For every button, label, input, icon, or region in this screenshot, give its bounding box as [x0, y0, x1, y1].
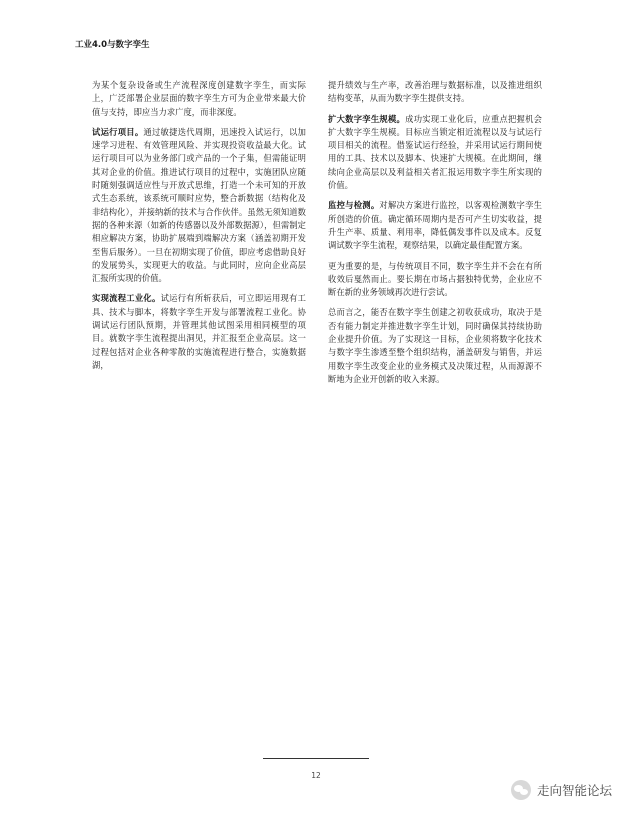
paragraph-lead: 监控与检测。: [328, 200, 380, 211]
paragraph: 为某个复杂设备或生产流程深度创建数字孪生，而实际上，广泛部署企业层面的数字孪生方可为企业带来最大价值与支持，即应当力求广度，而非深度。: [92, 80, 306, 117]
footer-divider: [263, 758, 369, 759]
left-column: [92, 79, 306, 379]
page-number: 12: [311, 771, 321, 780]
paragraph: 总而言之，能否在数字孪生创建之初收获成功，取决于是否有能力制定并推进数字孪生计划，同时确保其持续协助企业提升价值。为了实现这一目标，企业须将数字化技术与数字孪生渗透至整个组织结构，涵盖研发与销售，并运用数字孪生改变企业的业务模式及决策过程，从而源源不断地为企业开创新的收入来源。: [328, 307, 542, 384]
watermark: [511, 780, 612, 800]
paragraph-body: 成功实现工业化后，应重点把握机会扩大数字孪生规模。目标应当锁定相近流程以及与试运行项目相关的流程。借鉴试运行经验，并采用试运行期间使用的工具、技术以及脚本、快速扩大规模。在此期间，继续向企业高层以及利益相关者汇报运用数字孪生所实现的价值。: [328, 113, 543, 191]
wechat-icon: [511, 780, 531, 800]
paragraph-lead: 试运行项目。: [92, 126, 144, 137]
paragraph: [92, 126, 306, 286]
paragraph-lead: 扩大数字孪生规模。: [328, 113, 406, 124]
right-column: [328, 79, 542, 393]
paragraph: 提升绩效与生产率，改善治理与数据标准，以及推进组织结构变革，从而为数字孪生提供支持。: [328, 80, 542, 104]
paragraph-body: 试运行有所斩获后，可立即运用现有工具、技术与脚本，将数字孪生开发与部署流程工业化。协调试运行团队预期，并管理其他试图采用相同模型的项目。就数字孪生流程提出洞见，并汇报至企业高层。这一过程包括对企业各种零散的实施流程进行整合，实施数据湖，: [92, 293, 306, 370]
paragraph: [92, 292, 306, 372]
page-header-title: 工业4.0与数字孪生: [75, 40, 150, 50]
paragraph: [328, 113, 542, 193]
paragraph-body: 对解决方案进行监控，以客观检测数字孪生所创造的价值。确定循环周期内是否可产生切实收益，提升生产率、质量、利用率，降低偶发事件以及成本。反复调试数字孪生流程，观察结果，以确定最佳配置方案。: [328, 200, 542, 251]
paragraph: 更为重要的是，与传统项目不同，数字孪生并不会在有所收效后戛然而止。要长期在市场占据独特优势，企业应不断在新的业务领域再次进行尝试。: [328, 260, 542, 298]
watermark-text: 走向智能论坛: [536, 783, 612, 798]
paragraph-lead: 实现流程工业化。: [92, 293, 161, 304]
paragraph-body: 通过敏捷迭代周期，迅速投入试运行，以加速学习进程、有效管理风险、并实现投资收益最大化。试运行项目可以为业务部门或产品的一个子集，但需能证明其对企业的价值。推进试行项目的过程中，实施团队应随时随刻强调适应性与开放式思维，打造一个未可知的开放式生态系统，该系统可顺时应势，整合新数据（结构化及非结构化），并接纳新的技术与合作伙伴。虽然无须知道数据的各种来源（如新的传感器以及外部数据源），但需制定相应解决方案，协助扩展端到端解决方案（涵盖初期开发至售后服务）。一旦在初期实现了价值，即应考虑借助良好的发展势头，实现更大的收益。与此同时，应向企业高层汇报所实现的价值。: [92, 126, 306, 284]
paragraph: [328, 199, 542, 252]
